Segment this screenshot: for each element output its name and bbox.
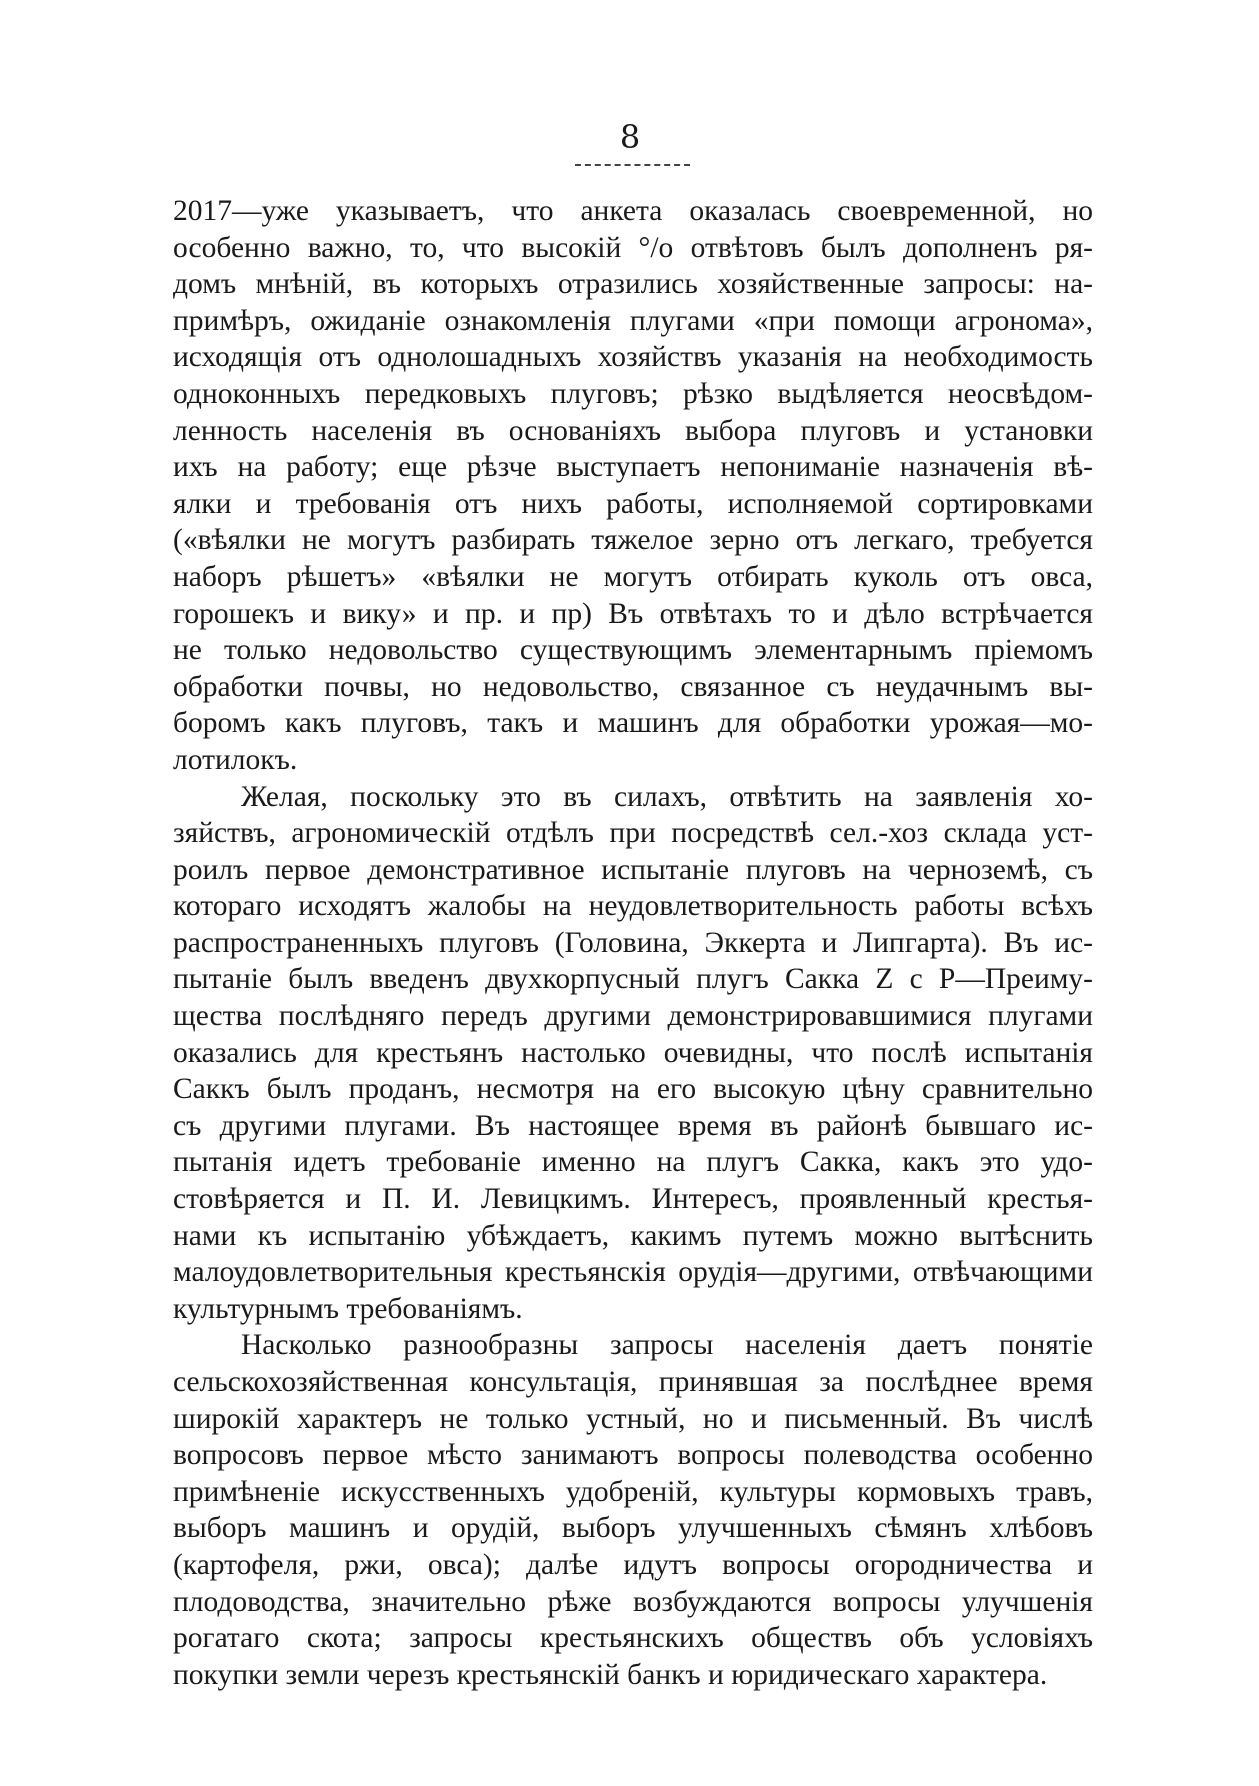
text-line: котораго исходятъ жалобы на неудовлетворительность работы всѣхъ xyxy=(173,890,1093,923)
text-line: зяйствъ, агрономическій отдѣлъ при посредствѣ сел.-хоз склада уст- xyxy=(173,817,1093,850)
text-line: съ другими плугами. Въ настоящее время въ районѣ бывшаго ис- xyxy=(173,1109,1093,1142)
text-line: щества послѣдняго передъ другими демонстрировавшимися плугами xyxy=(173,1000,1093,1033)
text-line: роилъ первое демонстративное испытаніе плуговъ на черноземѣ, съ xyxy=(173,853,1093,886)
text-line: культурнымъ требованіямъ. xyxy=(173,1292,523,1325)
text-line: широкій характеръ не только устный, но и письменный. Въ числѣ xyxy=(173,1402,1093,1435)
paragraph xyxy=(173,193,1093,779)
text-line: одноконныхъ передковыхъ плуговъ; рѣзко выдѣляется неосвѣдом- xyxy=(173,377,1093,410)
text-line: исходящія отъ однолошадныхъ хозяйствъ указанія на необходимость xyxy=(173,341,1093,374)
text-line: («вѣялки не могутъ разбирать тяжелое зерно отъ легкаго, требуется xyxy=(173,524,1093,557)
paragraph xyxy=(173,779,1093,1328)
text-line: особенно важно, то, что высокій °/о отвѣтовъ былъ дополненъ ря- xyxy=(173,231,1093,264)
paragraph xyxy=(173,1327,1093,1693)
text-line: ленность населенія въ основаніяхъ выбора плуговъ и установки xyxy=(173,414,1093,447)
text-line: рогатаго скота; запросы крестьянскихъ обществъ объ условіяхъ xyxy=(173,1622,1093,1655)
text-line: оказались для крестьянъ настолько очевидны, что послѣ испытанія xyxy=(173,1036,1093,1069)
text-line: сельскохозяйственная консультація, принявшая за послѣднее время xyxy=(173,1366,1093,1398)
text-line: обработки почвы, но недовольство, связанное съ неудачнымъ вы- xyxy=(173,670,1093,703)
text-line: Саккъ былъ проданъ, несмотря на его высокую цѣну сравнительно xyxy=(173,1073,1093,1106)
body-text xyxy=(173,193,1093,1693)
text-line: горошекъ и вику» и пр. и пр) Въ отвѣтахъ то и дѣло встрѣчается xyxy=(173,597,1093,630)
text-line: наборъ рѣшетъ» «вѣялки не могутъ отбирать куколь отъ овса, xyxy=(173,560,1093,593)
text-line: выборъ машинъ и орудій, выборъ улучшенныхъ сѣмянъ хлѣбовъ xyxy=(173,1512,1093,1545)
text-line: вопросовъ первое мѣсто занимаютъ вопросы полеводства особенно xyxy=(173,1439,1093,1472)
text-line: малоудовлетворительныя крестьянскія орудія—другими, отвѣчающими xyxy=(173,1256,1093,1289)
text-line: домъ мнѣній, въ которыхъ отразились хозяйственные запросы: на- xyxy=(173,268,1093,301)
text-line: (картофеля, ржи, овса); далѣе идутъ вопросы огородничества и xyxy=(173,1548,1093,1581)
text-line: Насколько разнообразны запросы населенія даетъ понятіе xyxy=(241,1329,1093,1362)
text-line: распространенныхъ плуговъ (Головина, Эккерта и Липгарта). Въ ис- xyxy=(173,926,1093,959)
text-line: примѣненіе искусственныхъ удобреній, культуры кормовыхъ травъ, xyxy=(173,1475,1093,1508)
text-line: Желая, поскольку это въ силахъ, отвѣтить на заявленія хо- xyxy=(241,780,1093,813)
page-number-rule xyxy=(575,164,690,166)
text-line: нами къ испытанію убѣждаетъ, какимъ путемъ можно вытѣснить xyxy=(173,1219,1093,1252)
text-line: покупки земли черезъ крестьянскій банкъ и юридическаго характера. xyxy=(173,1658,1048,1691)
text-line: ихъ на работу; еще рѣзче выступаетъ непониманіе назначенія вѣ- xyxy=(173,451,1093,484)
text-line: пытанія идетъ требованіе именно на плугъ Сакка, какъ это удо- xyxy=(173,1146,1093,1179)
text-line: ялки и требованія отъ нихъ работы, исполняемой сортировками xyxy=(173,487,1093,520)
text-line: боромъ какъ плуговъ, такъ и машинъ для обработки урожая—мо- xyxy=(173,707,1093,740)
text-line: 2017—уже указываетъ, что анкета оказалась своевременной, но xyxy=(173,195,1093,227)
text-line: примѣръ, ожиданіе ознакомленія плугами «при помощи агронома», xyxy=(173,304,1093,337)
text-line: лотилокъ. xyxy=(173,743,298,776)
text-line: стовѣряется и П. И. Левицкимъ. Интересъ, проявленный крестья- xyxy=(173,1183,1093,1216)
text-line: не только недовольство существующимъ элементарнымъ пріемомъ xyxy=(173,634,1093,667)
page-number: 8 xyxy=(619,118,641,156)
text-line: пытаніе былъ введенъ двухкорпусный плугъ Сакка Z с Р—Преиму- xyxy=(173,963,1093,996)
text-line: плодоводства, значительно рѣже возбуждаются вопросы улучшенія xyxy=(173,1585,1093,1618)
